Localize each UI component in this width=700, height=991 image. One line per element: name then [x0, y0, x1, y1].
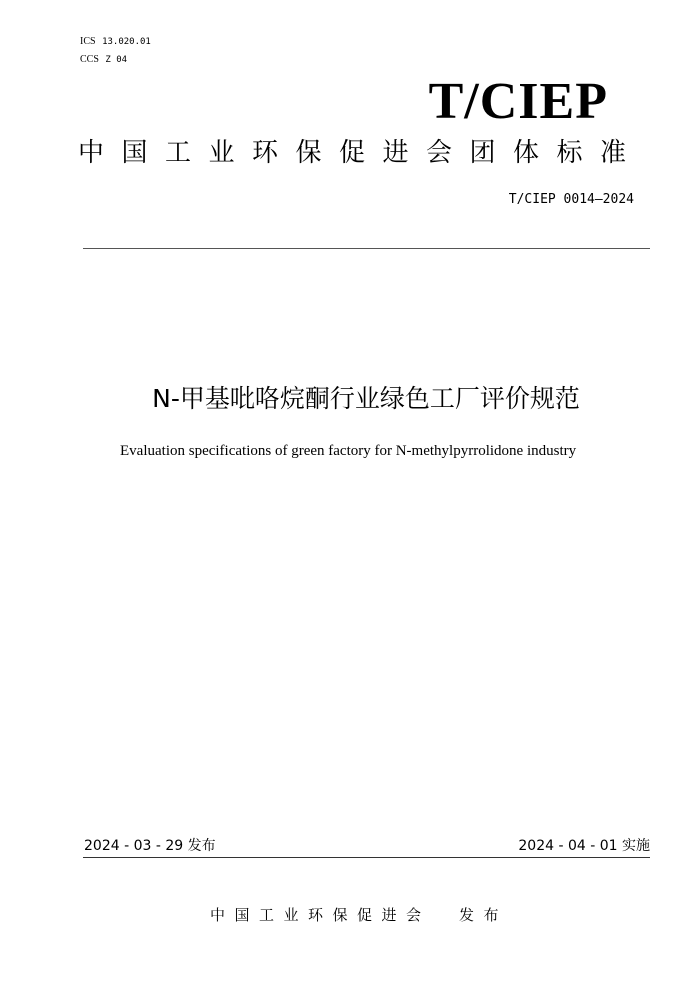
ics-line — [80, 36, 151, 48]
title-chinese: N-甲基吡咯烷酮行业绿色工厂评价规范 — [152, 384, 580, 413]
ics-code: 13.020.01 — [102, 37, 151, 47]
ccs-line — [80, 54, 127, 66]
bottom-divider — [83, 857, 650, 858]
issue-date: 2024 - 03 - 29 发布 — [84, 838, 216, 854]
organization-title: 中国工业环保促进会团体标准 — [78, 138, 644, 168]
ccs-code: Z 04 — [105, 55, 128, 65]
ccs-label: CCS — [80, 54, 99, 65]
title-english: Evaluation specifications of green factory for N-methylpyrrolidone industry — [120, 443, 577, 459]
standard-number: T/CIEP 0014—2024 — [508, 192, 634, 207]
publisher: 中国工业环保促进会 发布 — [210, 906, 509, 924]
implementation-date: 2024 - 04 - 01 实施 — [518, 838, 650, 854]
top-divider — [83, 248, 650, 249]
ics-label: ICS — [80, 36, 96, 47]
standard-logo: T/CIEP — [428, 73, 608, 130]
